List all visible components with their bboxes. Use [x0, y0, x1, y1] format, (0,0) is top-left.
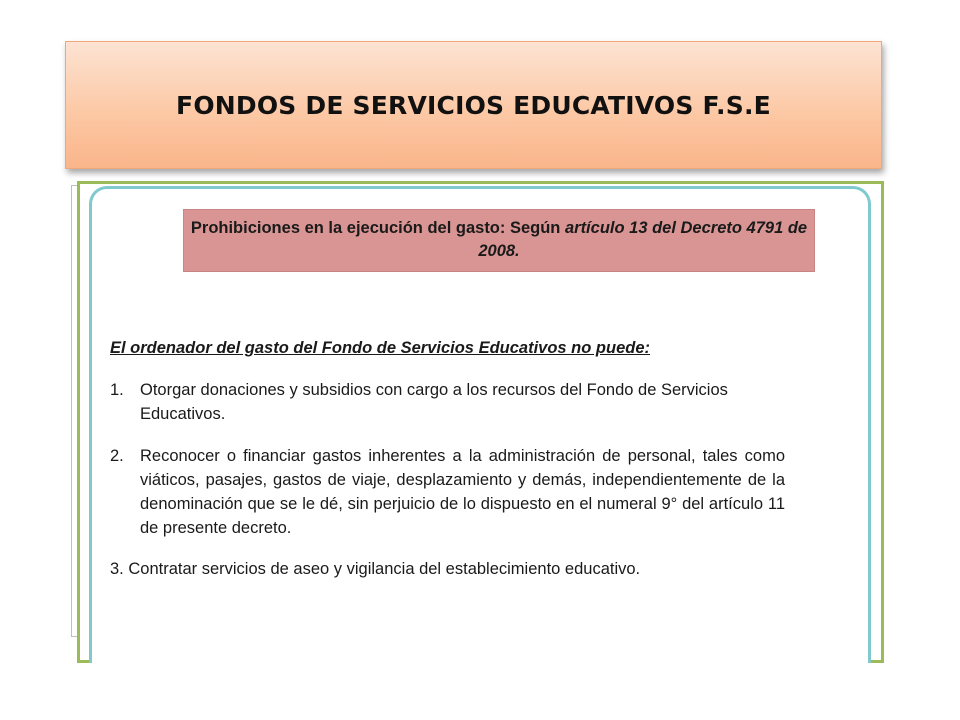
item-number: 1. — [110, 381, 124, 399]
heading-text: Prohibiciones en la ejecución del gasto: Según — [190, 219, 565, 237]
document-body — [110, 336, 785, 581]
slide-title-banner — [65, 41, 882, 169]
item-text: Contratar servicios de aseo y vigilancia del establecimiento educativo. — [128, 560, 641, 578]
prohibition-list — [110, 378, 785, 581]
slide-title: FONDOS DE SERVICIOS EDUCATIVOS F.S.E — [176, 90, 771, 120]
item-text: Reconocer o financiar gastos inherentes a la administración de personal, tales como viáticos, pasajes, gastos de viaje, desplazamiento y demás, independientemente de la denominación que se le dé, sin perjuicio de lo dispuesto en el numeral 9° del artículo 11 de presente decreto. — [140, 447, 785, 537]
document-heading — [183, 209, 815, 272]
item-number: 3. — [110, 560, 124, 578]
heading-italic-text: artículo 13 del Decreto 4791 de 2008. — [478, 219, 808, 260]
frame-bottom — [77, 663, 884, 720]
item-text: Otorgar donaciones y subsidios con cargo a los recursos del Fondo de Servicios Educativos. — [140, 381, 728, 423]
list-item — [110, 557, 785, 581]
document-subtitle: El ordenador del gasto del Fondo de Servicios Educativos no puede: — [110, 339, 651, 357]
item-number: 2. — [110, 447, 124, 465]
list-item — [110, 378, 785, 426]
list-item — [110, 444, 785, 540]
